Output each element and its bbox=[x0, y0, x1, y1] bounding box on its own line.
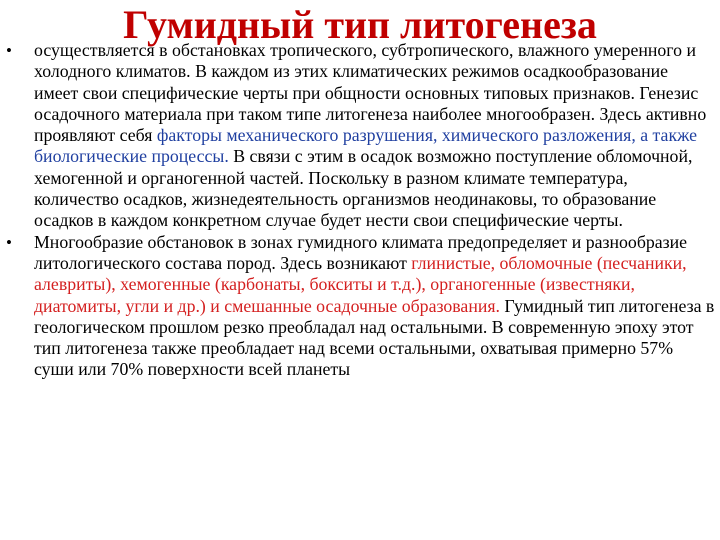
bullet-item-2 bbox=[0, 232, 720, 381]
bullet-marker: • bbox=[6, 41, 12, 60]
bullet-1-text-start: осуществляется в обстановках тропического, субтропического, влажного умеренного и холодного климатов. В каждом из этих климатических режимов осадкообразование имеет свои специфические черты при общности основных типовых признаков. Генезис осадочного материала при таком типе литогенеза наиболее многообразен. Здесь активно проявляют себя bbox=[34, 40, 707, 146]
bullet-item-1 bbox=[0, 40, 720, 232]
bullet-1-highlight-blue: факторы механического разрушения, химического разложения, а также биологические процессы. bbox=[34, 125, 698, 167]
bullet-2-text-end: Гумидный тип литогенеза в геологическом прошлом резко преобладал над остальными. В современную эпоху этот тип литогенеза также преобладает над всеми остальными, охватывая примерно 57% суши или 70% поверхности всей планеты bbox=[34, 295, 715, 380]
bullet-marker: • bbox=[6, 232, 12, 252]
bullet-2-highlight-red: глинистые, обломочные (песчаники, алевриты), хемогенные (карбонаты, бокситы и т.д.), органогенные (известняки, диатомиты, угли и др.) и смешанные осадочные образования. bbox=[34, 252, 687, 316]
bullet-list bbox=[0, 40, 720, 381]
slide-title: Гумидный тип литогенеза bbox=[123, 2, 597, 47]
bullet-2-text-start: Многообразие обстановок в зонах гумидного климата предопределяет и разнообразие литологического состава пород. Здесь возникают bbox=[34, 231, 688, 273]
bullet-1-text-end: В связи с этим в осадок возможно поступление обломочной, хемогенной и органогенной частей. Поскольку в разном климате температура, количество осадков, жизнедеятельность организмов неодинаковы, то образование осадков в каждом конкретном случае будет нести свои специфические черты. bbox=[34, 146, 693, 231]
